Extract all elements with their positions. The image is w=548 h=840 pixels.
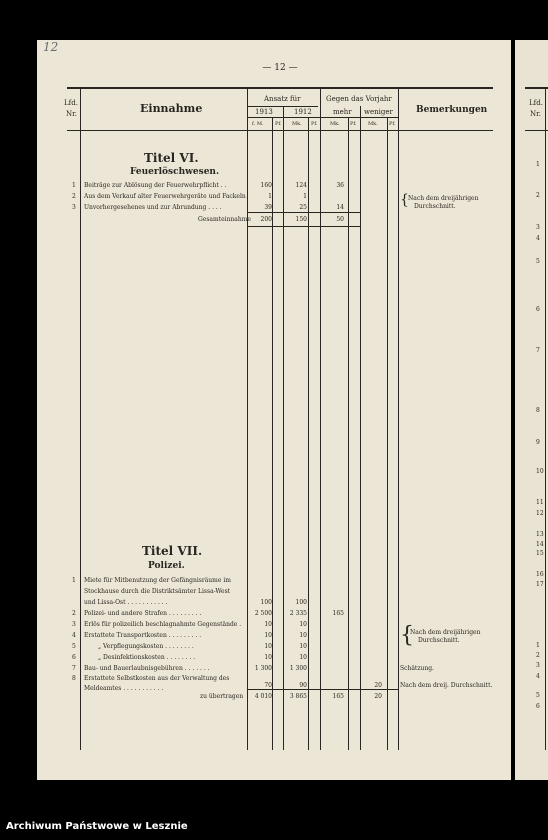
row-amount-1913: 10 [264,621,272,628]
next-page-row-number: 3 [536,224,540,231]
row-text: „ Verpflegungskosten . . . . . . . . [98,643,194,650]
row-nr: 1 [72,182,76,189]
row-amount-1913: 10 [264,643,272,650]
row-text: „ Desinfektionskosten . . . . . . . . [98,654,196,661]
next-page-row-number: 13 [536,531,544,538]
col-rule-pf3 [348,118,349,750]
next-page-row-number: 5 [536,692,540,699]
header-ansatz: Ansatz für [264,95,301,103]
unit-mk-mehr: Mk. [330,121,340,127]
row-text: Erlös für polizeilich beschlagnahmte Gegenstände . [84,621,242,628]
header-weniger: weniger [364,108,393,116]
col-rule-nr [80,88,81,750]
row-amount-1913: 70 [264,682,272,689]
carry-1912: 3 865 [289,693,307,700]
row-nr: 2 [72,610,76,617]
next-page-row-number: 10 [536,468,544,475]
header-einnahme: Einnahme [140,102,203,115]
section7-remark-brace: { [400,623,414,648]
next-page-row-number: 9 [536,439,540,446]
row-nr: 4 [72,632,76,639]
next-page-row-number: 1 [536,161,540,168]
carry-mehr: 165 [332,693,344,700]
row-amount-1913: 2 500 [254,610,272,617]
row-amount-1912: 1 [303,193,307,200]
unit-mk-1912: Mk. [292,121,302,127]
row-text-line3: und Lissa-Ost . . . . . . . . . . . [84,599,168,606]
section6-subtitle: Feuerlöschwesen. [130,167,220,177]
row-nr: 8 [72,675,76,682]
row-amount-1912: 124 [295,182,307,189]
section6-total-1912: 150 [295,216,307,223]
section6-total-1913: 200 [260,216,272,223]
row-amount-1913: 1 [268,193,272,200]
row-amount-1912: 10 [299,654,307,661]
sec7-subtotal-rule [248,689,398,690]
row-text-line2: Meldeamtes . . . . . . . . . . . [84,685,164,692]
row-amount-1912: 100 [295,599,307,606]
row-text-line2: Stockhause durch die Distriktsämter Lissa-West [84,588,231,595]
row-text: Erstattete Transportkosten . . . . . . . . . [84,632,202,639]
header-bottom-rule [67,130,493,131]
row-text-line1: Miete für Mitbenutzung der Gefängnisräume im [84,577,231,584]
section7-remark-line1: Nach dem dreijährigen [410,629,481,636]
row-nr: 1 [72,577,76,584]
next-page-row-number: 15 [536,550,544,557]
header-gegen: Gegen das Vorjahr [326,95,392,103]
section6-remark-brace: { [400,192,409,208]
next-page-row-number: 7 [536,347,540,354]
row-amount-1912: 90 [299,682,307,689]
row-amount-mehr: 165 [332,610,344,617]
col-rule-bemerkungen [398,88,399,750]
section6-title: Titel VI. [144,151,199,165]
unit-mk-weniger: Mk. [368,121,378,127]
next-page-row-number: 1 [536,642,540,649]
next-page-row-number: 16 [536,571,544,578]
unit-pf-weniger: Pf. [389,121,396,127]
header-1913: 1913 [255,108,273,116]
next-page-row-number: 11 [536,499,544,506]
header-bemerkungen: Bemerkungen [416,105,488,115]
row-amount-1913: 10 [264,654,272,661]
row-amount-1912: 2 335 [289,610,307,617]
col-rule-mehr [320,88,321,750]
row-remark: Nach dem dreij. Durchschnitt. [400,682,493,689]
row-text: Polizei- und andere Strafen . . . . . . . . . [84,610,202,617]
units-rule [248,117,398,118]
archive-credit: Archiwum Państwowe w Lesznie [0,814,548,840]
col-rule-weniger [360,106,361,750]
next-page-row-number: 12 [536,510,544,517]
row-text: Unvorhergesehenes und zur Abrundung . . . . [84,204,222,211]
row-nr: 2 [72,193,76,200]
row-text: Bau- und Bauerlaubnisgebühren . . . . . . . [84,665,210,672]
next-page-nr: Nr. [530,110,541,118]
next-page-row-number: 2 [536,652,540,659]
row-nr: 5 [72,643,76,650]
row-amount-1913: 100 [260,599,272,606]
pencil-page-mark: 12 [43,40,59,54]
section6-remark-line2: Durchschnitt. [414,203,456,210]
unit-mk-1913: f. M. [252,121,264,127]
col-rule-pf1 [272,118,273,750]
row-amount-1912: 10 [299,632,307,639]
header-mehr: mehr [333,108,352,116]
header-lfd: Lfd. [64,99,78,107]
col-rule-einnahme [247,88,248,750]
next-page-row-number: 3 [536,662,540,669]
sec6-total-rule [248,226,361,227]
table-top-rule [67,87,493,89]
row-amount-1912: 10 [299,643,307,650]
carry-1913: 4 010 [254,693,272,700]
row-nr: 7 [72,665,76,672]
row-amount-1913: 39 [264,204,272,211]
row-nr: 3 [72,204,76,211]
page-number: — 12 — [262,63,298,73]
section7-subtitle: Polizei. [148,561,185,571]
row-amount-1913: 160 [260,182,272,189]
next-page-lfd: Lfd. [529,99,543,107]
row-nr: 6 [72,654,76,661]
header-nr: Nr. [66,110,77,118]
col-rule-pf4 [387,118,388,750]
carry-label: zu übertragen [200,693,244,700]
next-page-row-number: 4 [536,673,540,680]
row-nr: 3 [72,621,76,628]
col-rule-pf2 [308,118,309,750]
row-remark: Schätzung. [400,665,434,672]
section7-remark-line2: Durchschnitt. [418,637,460,644]
row-amount-1912: 25 [299,204,307,211]
next-page-row-number: 2 [536,192,540,199]
row-amount-weniger: 20 [374,682,382,689]
next-page-row-number: 14 [536,541,544,548]
next-page-col-rule [545,88,546,750]
row-text-line1: Erstattete Selbstkosten aus der Verwaltung des [84,675,230,682]
row-text: Beiträge zur Ablösung der Feuerwehrpflicht . . [84,182,227,189]
row-amount-1912: 1 300 [289,665,307,672]
header-1912: 1912 [294,108,312,116]
section6-total-label: Gesamteinnahme [198,216,251,223]
next-page-row-number: 4 [536,235,540,242]
row-amount-1913: 1 300 [254,665,272,672]
unit-pf-1912: Pf. [311,121,318,127]
carry-weniger: 20 [374,693,382,700]
unit-pf-1913: Pf. [275,121,282,127]
sec6-subtotal-rule [248,212,361,213]
row-amount-mehr: 36 [336,182,344,189]
row-amount-1912: 10 [299,621,307,628]
row-text: Aus dem Verkauf alter Feuerwehrgeräte und Fackeln [84,193,246,200]
col-rule-1912 [283,106,284,750]
section7-title: Titel VII. [142,544,203,558]
next-page-row-number: 8 [536,407,540,414]
next-page-row-number: 17 [536,581,544,588]
unit-pf-mehr: Pf. [350,121,357,127]
section6-total-mehr: 50 [336,216,344,223]
next-page-row-number: 6 [536,703,540,710]
next-page-row-number: 5 [536,258,540,265]
next-page-row-number: 6 [536,306,540,313]
section6-remark-line1: Nach dem dreijährigen [408,195,479,202]
next-page-edge [515,40,548,780]
row-amount-1913: 10 [264,632,272,639]
row-amount-mehr: 14 [336,204,344,211]
